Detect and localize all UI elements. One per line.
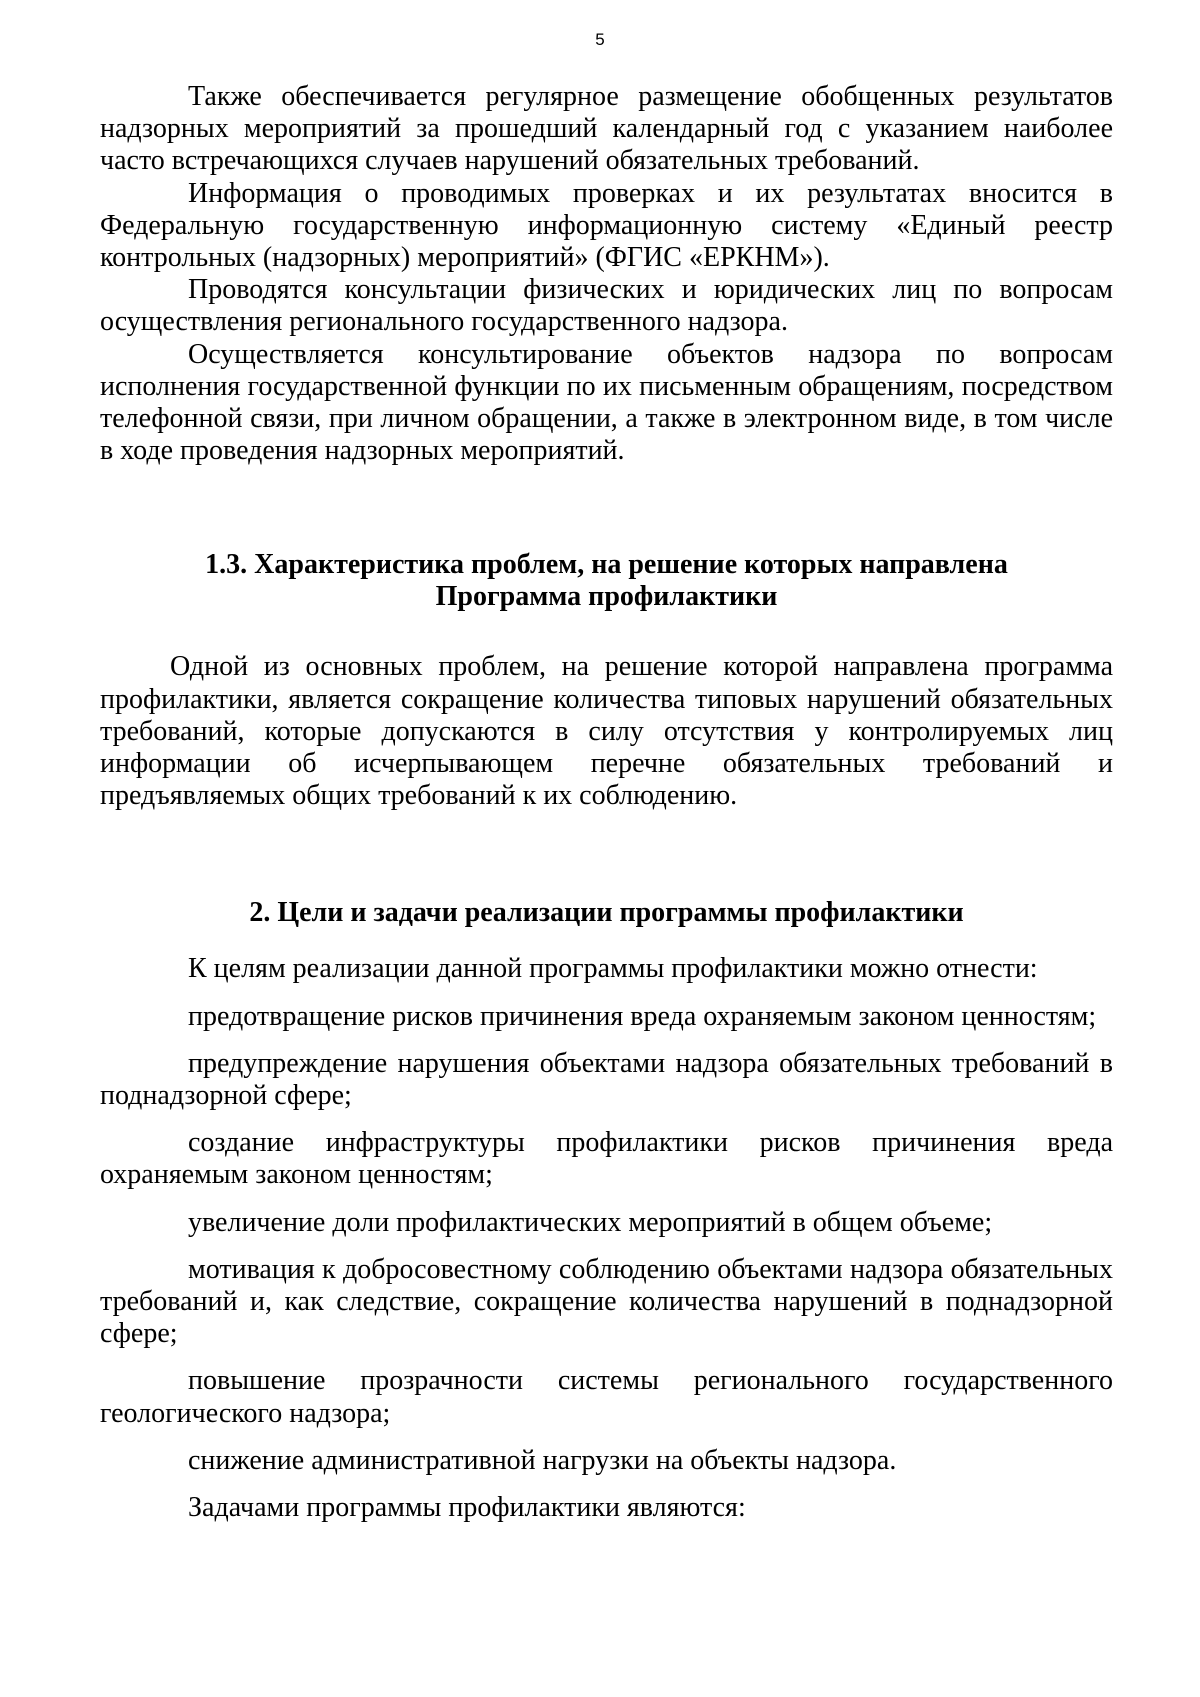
goal-item: предотвращение рисков причинения вреда охраняемым законом ценностям; [188, 1000, 1097, 1032]
document-body [100, 81, 1113, 1539]
goal-item: снижение административной нагрузки на объекты надзора. [188, 1444, 897, 1476]
paragraph: Осуществляется консультирование объектов надзора по вопросам исполнения государственной функции по их письменным обращениям, посредством телефонной связи, при личном обращении, а также в электронном виде, в том числе в ходе проведения надзорных мероприятий. [100, 338, 1113, 467]
paragraph: Также обеспечивается регулярное размещение обобщенных результатов надзорных мероприятий за прошедший календарный год с указанием наиболее часто встречающихся случаев нарушений обязательных требований. [100, 81, 1113, 177]
paragraph: Информация о проводимых проверках и их результатах вносится в Федеральную государственную информационную систему «Единый реестр контрольных (надзорных) мероприятий» (ФГИС «ЕРКНМ»). [100, 177, 1113, 274]
section-heading-line: Программа профилактики [435, 581, 778, 613]
paragraph: Одной из основных проблем, на решение которой направлена программа профилактики, является сокращение количества типовых нарушений обязательных требований, которые допускаются в силу отсутствия у контролируемых лиц информации об исчерпывающем перечне обязательных требований и предъявляемых общих требований к их соблюдению. [100, 651, 1113, 812]
goal-item: увеличение доли профилактических мероприятий в общем объеме; [188, 1206, 993, 1238]
section-heading-2: 2. Цели и задачи реализации программы профилактики [249, 897, 964, 929]
goal-item: мотивация к добросовестному соблюдению объектами надзора обязательных требований и, как следствие, сокращение количества нарушений в поднадзорной сфере; [100, 1253, 1113, 1350]
goal-item: создание инфраструктуры профилактики рисков причинения вреда охраняемым законом ценностям; [100, 1127, 1113, 1191]
section-heading-line: 1.3. Характеристика проблем, на решение которых направлена [205, 549, 1008, 581]
tasks-intro: Задачами программы профилактики являются: [188, 1492, 746, 1524]
paragraph: Проводятся консультации физических и юридических лиц по вопросам осуществления регионального государственного надзора. [100, 274, 1113, 338]
section-heading-1-3 [100, 549, 1113, 613]
goal-item: предупреждение нарушения объектами надзора обязательных требований в поднадзорной сфере; [100, 1047, 1113, 1112]
goal-item: К целям реализации данной программы профилактики можно отнести: [188, 953, 1038, 985]
goal-item: повышение прозрачности системы регионального государственного геологического надзора; [100, 1365, 1113, 1429]
page-number: 5 [595, 30, 605, 49]
